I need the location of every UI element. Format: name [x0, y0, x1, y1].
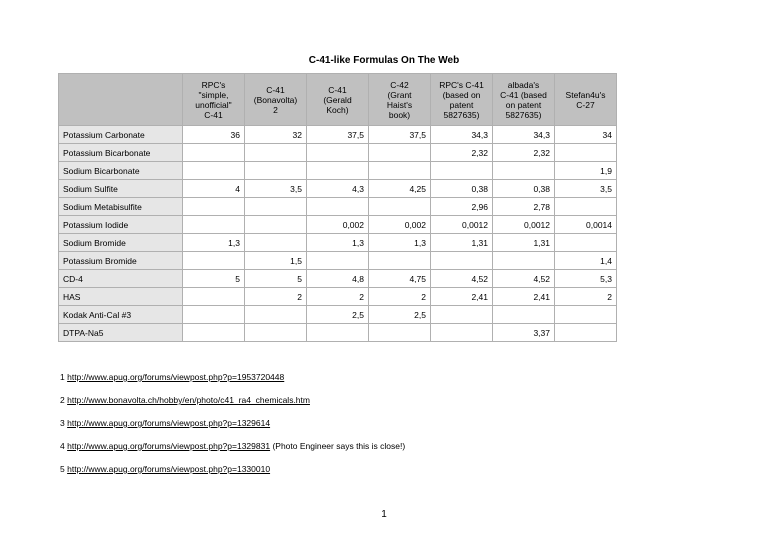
- table-cell: 4,52: [431, 270, 493, 288]
- formulas-table: [58, 73, 617, 342]
- table-cell: [183, 216, 245, 234]
- footnote-number: 3: [60, 418, 65, 428]
- table-row: [59, 306, 617, 324]
- column-header-line: RPC's: [201, 79, 226, 90]
- table-cell: 5: [183, 270, 245, 288]
- table-cell: 2,5: [307, 306, 369, 324]
- chemical-name: Sodium Metabisulfite: [59, 198, 183, 216]
- footnote-link[interactable]: http://www.apug.org/forums/viewpost.php?p=1953720448: [67, 372, 285, 382]
- table-cell: 2,41: [431, 288, 493, 306]
- table-cell: [431, 162, 493, 180]
- column-header-line: unofficial": [195, 99, 232, 110]
- column-header-line: albada's: [507, 79, 540, 90]
- footnote: [60, 371, 405, 394]
- table-row: [59, 270, 617, 288]
- table-cell: 5,3: [555, 270, 617, 288]
- column-header-line: (Grant: [387, 89, 412, 100]
- table-cell: 4,75: [369, 270, 431, 288]
- chemical-name: DTPA-Na5: [59, 324, 183, 342]
- column-header-line: "simple,: [198, 89, 229, 100]
- footnote-link[interactable]: http://www.bonavolta.ch/hobby/en/photo/c41_ra4_chemicals.htm: [67, 395, 310, 405]
- table-cell: [555, 198, 617, 216]
- chemical-name: Sodium Sulfite: [59, 180, 183, 198]
- table-corner-cell: [59, 74, 183, 126]
- table-row: [59, 144, 617, 162]
- table-cell: [245, 144, 307, 162]
- footnote-link[interactable]: http://www.apug.org/forums/viewpost.php?p=1329614: [67, 418, 271, 428]
- column-header: [493, 74, 555, 126]
- table-cell: 0,002: [307, 216, 369, 234]
- column-header-line: Haist's: [386, 99, 413, 110]
- table-cell: [183, 252, 245, 270]
- table-cell: [183, 162, 245, 180]
- column-header-line: RPC's C-41: [439, 79, 484, 90]
- table-row: [59, 324, 617, 342]
- table-cell: 3,5: [555, 180, 617, 198]
- table-cell: 0,38: [431, 180, 493, 198]
- table-cell: 0,0012: [493, 216, 555, 234]
- footnote: [60, 417, 405, 440]
- table-row: [59, 216, 617, 234]
- chemical-name: Potassium Carbonate: [59, 126, 183, 144]
- table-cell: [369, 144, 431, 162]
- table-cell: [183, 306, 245, 324]
- column-header-line: C-41: [328, 84, 347, 95]
- column-header-line: C-41: [204, 109, 223, 120]
- table-cell: 3,37: [493, 324, 555, 342]
- table-cell: 0,0012: [431, 216, 493, 234]
- table-header-row: [59, 74, 617, 126]
- column-header: [307, 74, 369, 126]
- table-cell: 4: [183, 180, 245, 198]
- table-cell: 34: [555, 126, 617, 144]
- table-cell: 2,96: [431, 198, 493, 216]
- table-cell: [369, 324, 431, 342]
- table-cell: 3,5: [245, 180, 307, 198]
- table-cell: [183, 288, 245, 306]
- column-header-line: C-27: [576, 99, 595, 110]
- table-cell: [245, 324, 307, 342]
- chemical-name: Sodium Bromide: [59, 234, 183, 252]
- table-cell: 2: [245, 288, 307, 306]
- column-header-line: Stefan4u's: [565, 89, 606, 100]
- table-cell: [183, 324, 245, 342]
- table-cell: [555, 234, 617, 252]
- footnote-number: 4: [60, 441, 65, 451]
- table-cell: 1,3: [183, 234, 245, 252]
- table-cell: [245, 234, 307, 252]
- table-row: [59, 288, 617, 306]
- table-cell: 0,0014: [555, 216, 617, 234]
- table-cell: 1,31: [493, 234, 555, 252]
- table-cell: [493, 162, 555, 180]
- column-header-line: Koch): [326, 104, 349, 115]
- column-header-line: 5827635): [505, 109, 542, 120]
- table-cell: [493, 306, 555, 324]
- column-header-line: 2: [273, 104, 278, 115]
- table-cell: [245, 162, 307, 180]
- table-row: [59, 198, 617, 216]
- chemical-name: Potassium Bicarbonate: [59, 144, 183, 162]
- chemical-name: Potassium Iodide: [59, 216, 183, 234]
- table-cell: 0,38: [493, 180, 555, 198]
- table-cell: 5: [245, 270, 307, 288]
- chemical-name: Potassium Bromide: [59, 252, 183, 270]
- column-header: [183, 74, 245, 126]
- table-cell: [555, 306, 617, 324]
- footnote: [60, 463, 405, 486]
- footnote: [60, 394, 405, 417]
- column-header-line: C-41 (based: [500, 89, 547, 100]
- footnote: [60, 440, 405, 463]
- table-cell: 2,41: [493, 288, 555, 306]
- column-header: [245, 74, 307, 126]
- footnote-comment: (Photo Engineer says this is close!): [272, 441, 406, 451]
- table-cell: [307, 324, 369, 342]
- column-header-line: patent: [449, 99, 474, 110]
- column-header: [369, 74, 431, 126]
- table-cell: 34,3: [493, 126, 555, 144]
- table-cell: [369, 162, 431, 180]
- table-row: [59, 126, 617, 144]
- table-cell: 2: [369, 288, 431, 306]
- table-cell: [431, 306, 493, 324]
- table-row: [59, 162, 617, 180]
- table-cell: [431, 252, 493, 270]
- table-cell: 2,32: [431, 144, 493, 162]
- table-cell: 4,8: [307, 270, 369, 288]
- column-header: [431, 74, 493, 126]
- table-cell: [307, 162, 369, 180]
- table-cell: 1,3: [369, 234, 431, 252]
- page-number: 1: [381, 509, 387, 520]
- column-header-line: C-41: [266, 84, 285, 95]
- column-header-line: C-42: [390, 79, 409, 90]
- table-cell: 4,3: [307, 180, 369, 198]
- table-cell: [369, 252, 431, 270]
- table-cell: [493, 252, 555, 270]
- column-header-line: 5827635): [443, 109, 480, 120]
- table-cell: 37,5: [369, 126, 431, 144]
- footnote-number: 5: [60, 464, 65, 474]
- column-header-line: (Gerald: [323, 94, 352, 105]
- table-cell: [369, 198, 431, 216]
- table-cell: [555, 144, 617, 162]
- table-cell: 32: [245, 126, 307, 144]
- table-cell: [555, 324, 617, 342]
- table-cell: [307, 198, 369, 216]
- table-cell: 1,3: [307, 234, 369, 252]
- table-row: [59, 252, 617, 270]
- table-row: [59, 180, 617, 198]
- footnote-number: 2: [60, 395, 65, 405]
- table-cell: 36: [183, 126, 245, 144]
- table-cell: [183, 198, 245, 216]
- table-body: [59, 126, 617, 342]
- table-cell: [245, 198, 307, 216]
- document-title: C-41-like Formulas On The Web: [308, 55, 460, 66]
- footnote-number: 1: [60, 372, 65, 382]
- table-cell: 1,4: [555, 252, 617, 270]
- table-cell: 34,3: [431, 126, 493, 144]
- table-cell: 4,25: [369, 180, 431, 198]
- column-header-line: (based on: [442, 89, 481, 100]
- table-cell: [307, 252, 369, 270]
- table-cell: [431, 324, 493, 342]
- chemical-name: Kodak Anti-Cal #3: [59, 306, 183, 324]
- table-cell: 1,5: [245, 252, 307, 270]
- table-row: [59, 234, 617, 252]
- table-cell: [183, 144, 245, 162]
- chemical-name: CD-4: [59, 270, 183, 288]
- column-header: [555, 74, 617, 126]
- table-cell: [307, 144, 369, 162]
- table-cell: 4,52: [493, 270, 555, 288]
- column-header-line: book): [388, 109, 411, 120]
- column-header-line: on patent: [505, 99, 542, 110]
- table-cell: 1,31: [431, 234, 493, 252]
- table-cell: 2: [307, 288, 369, 306]
- chemical-name: HAS: [59, 288, 183, 306]
- footnote-link[interactable]: http://www.apug.org/forums/viewpost.php?p=1330010: [67, 464, 271, 474]
- column-header-line: (Bonavolta): [253, 94, 298, 105]
- table-cell: 37,5: [307, 126, 369, 144]
- chemical-name: Sodium Bicarbonate: [59, 162, 183, 180]
- table-cell: 2,78: [493, 198, 555, 216]
- table-cell: [245, 216, 307, 234]
- table-cell: 2,32: [493, 144, 555, 162]
- table-cell: 0,002: [369, 216, 431, 234]
- footnote-link[interactable]: http://www.apug.org/forums/viewpost.php?p=1329831: [67, 441, 271, 451]
- table-cell: 2,5: [369, 306, 431, 324]
- table-cell: 1,9: [555, 162, 617, 180]
- table-cell: [245, 306, 307, 324]
- footnotes: [60, 371, 405, 486]
- table-cell: 2: [555, 288, 617, 306]
